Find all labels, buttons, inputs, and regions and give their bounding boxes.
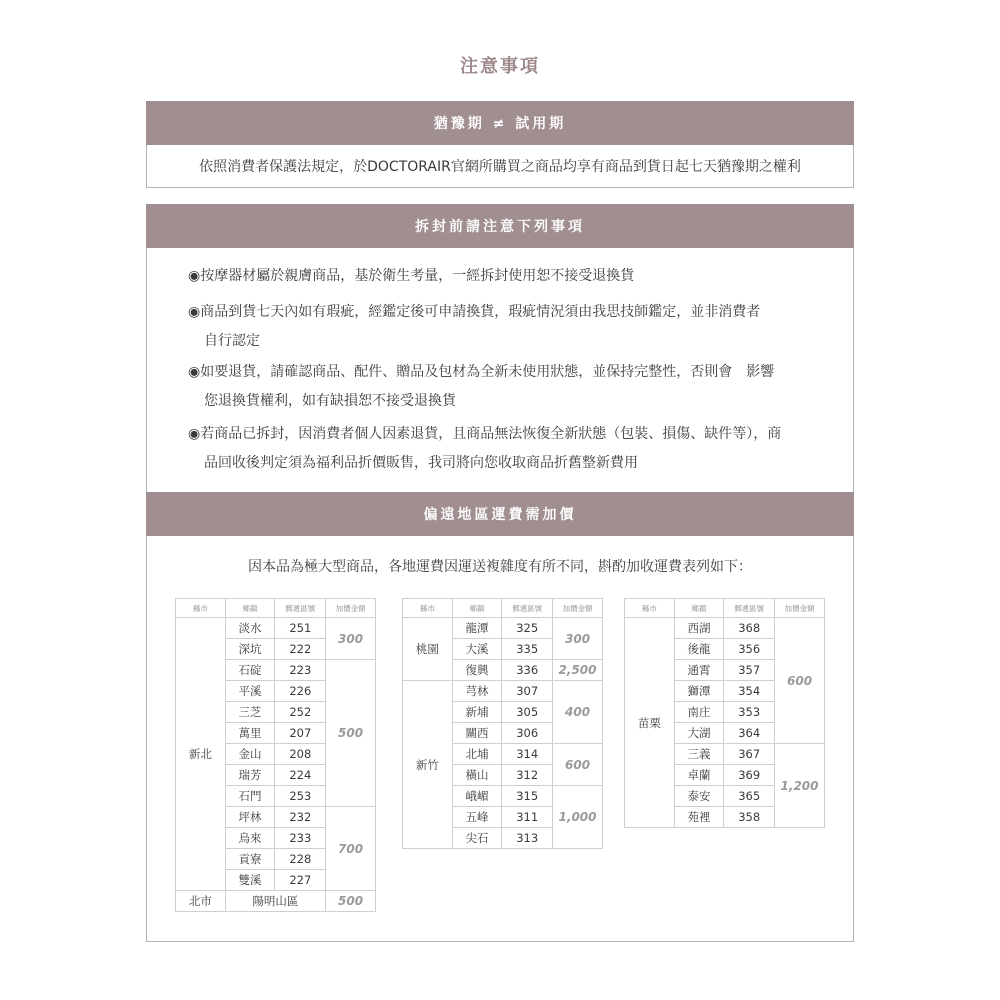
zip-cell: 325 bbox=[502, 618, 553, 639]
table-row bbox=[403, 681, 603, 702]
zip-cell: 252 bbox=[275, 702, 326, 723]
zip-cell: 232 bbox=[275, 807, 326, 828]
zip-cell: 233 bbox=[275, 828, 326, 849]
town-cell: 橫山 bbox=[452, 765, 502, 786]
zip-cell: 306 bbox=[502, 723, 553, 744]
bullet-icon: ◉ bbox=[188, 364, 201, 380]
fee-cell: 700 bbox=[326, 807, 376, 891]
zip-cell: 336 bbox=[502, 660, 553, 681]
fee-table-central bbox=[402, 598, 603, 849]
col-header-zip: 郵遞區號 bbox=[724, 599, 775, 618]
col-header-town: 鄉鎮 bbox=[674, 599, 724, 618]
zip-cell: 315 bbox=[502, 786, 553, 807]
town-cell: 泰安 bbox=[674, 786, 724, 807]
zip-cell: 251 bbox=[275, 618, 326, 639]
town-cell: 苑裡 bbox=[674, 807, 724, 828]
section-header-before-unpacking: 拆封前請注意下列事項 bbox=[146, 204, 854, 248]
town-cell: 貢寮 bbox=[225, 849, 275, 870]
fee-cell: 600 bbox=[553, 744, 603, 786]
zip-cell: 354 bbox=[724, 681, 775, 702]
town-cell: 芎林 bbox=[452, 681, 502, 702]
town-cell: 尖石 bbox=[452, 828, 502, 849]
zip-cell: 313 bbox=[502, 828, 553, 849]
zip-cell: 311 bbox=[502, 807, 553, 828]
town-cell: 淡水 bbox=[225, 618, 275, 639]
county-cell: 北市 bbox=[176, 891, 226, 912]
note-text: 按摩器材屬於親膚商品，基於衛生考量，一經拆封使用恕不接受退換貨 bbox=[200, 268, 635, 284]
section-header-cooling-off: 猶豫期 ≠ 試用期 bbox=[146, 101, 854, 145]
note-text-cont: 品回收後判定須為福利品折價販售，我司將向您收取商品折舊整新費用 bbox=[204, 455, 638, 471]
fee-cell: 400 bbox=[553, 681, 603, 744]
col-header-county: 縣市 bbox=[625, 599, 675, 618]
town-cell: 後龍 bbox=[674, 639, 724, 660]
note-text: 若商品已拆封，因消費者個人因素退貨，且商品無法恢復全新狀態（包裝、損傷、缺件等），商 bbox=[200, 426, 782, 442]
town-cell: 平溪 bbox=[225, 681, 275, 702]
col-header-zip: 郵遞區號 bbox=[275, 599, 326, 618]
fee-cell: 500 bbox=[326, 891, 376, 912]
table-row bbox=[625, 618, 825, 639]
town-cell: 三芝 bbox=[225, 702, 275, 723]
fee-cell: 2,500 bbox=[553, 660, 603, 681]
town-cell: 峨嵋 bbox=[452, 786, 502, 807]
zip-cell: 356 bbox=[724, 639, 775, 660]
note-text-cont: 您退換貨權利，如有缺損恕不接受退換貨 bbox=[204, 393, 456, 409]
zip-cell: 368 bbox=[724, 618, 775, 639]
town-cell: 瑞芳 bbox=[225, 765, 275, 786]
zip-cell: 227 bbox=[275, 870, 326, 891]
fee-cell: 1,200 bbox=[775, 744, 825, 828]
fee-cell: 300 bbox=[326, 618, 376, 660]
col-header-fee: 加價金額 bbox=[775, 599, 825, 618]
town-cell: 雙溪 bbox=[225, 870, 275, 891]
fee-table-north bbox=[175, 598, 376, 912]
zip-cell: 222 bbox=[275, 639, 326, 660]
zip-cell: 226 bbox=[275, 681, 326, 702]
note-text-cont: 自行認定 bbox=[204, 333, 260, 349]
town-cell: 新埔 bbox=[452, 702, 502, 723]
zip-cell: 365 bbox=[724, 786, 775, 807]
col-header-county: 縣市 bbox=[176, 599, 226, 618]
note-item bbox=[188, 358, 828, 416]
zip-cell: 357 bbox=[724, 660, 775, 681]
zip-cell: 228 bbox=[275, 849, 326, 870]
town-cell: 石門 bbox=[225, 786, 275, 807]
town-cell: 西湖 bbox=[674, 618, 724, 639]
town-cell: 深坑 bbox=[225, 639, 275, 660]
county-cell: 桃園 bbox=[403, 618, 453, 681]
col-header-town: 鄉鎮 bbox=[452, 599, 502, 618]
town-cell: 金山 bbox=[225, 744, 275, 765]
zip-cell: 224 bbox=[275, 765, 326, 786]
col-header-fee: 加價金額 bbox=[326, 599, 376, 618]
zip-cell: 312 bbox=[502, 765, 553, 786]
table-row bbox=[403, 618, 603, 639]
note-text: 如要退貨，請確認商品、配件、贈品及包材為全新未使用狀態，並保持完整性，否則會 影響 bbox=[200, 364, 775, 380]
county-cell: 新北 bbox=[176, 618, 226, 891]
town-cell: 五峰 bbox=[452, 807, 502, 828]
town-cell: 關西 bbox=[452, 723, 502, 744]
town-cell: 陽明山區 bbox=[225, 891, 325, 912]
town-cell: 三義 bbox=[674, 744, 724, 765]
zip-cell: 223 bbox=[275, 660, 326, 681]
zip-cell: 305 bbox=[502, 702, 553, 723]
zip-cell: 358 bbox=[724, 807, 775, 828]
town-cell: 烏來 bbox=[225, 828, 275, 849]
bullet-icon: ◉ bbox=[188, 304, 201, 320]
zip-cell: 353 bbox=[724, 702, 775, 723]
zip-cell: 207 bbox=[275, 723, 326, 744]
note-text: 商品到貨七天內如有瑕疵，經鑑定後可申請換貨，瑕疵情況須由我思技師鑑定，並非消費者 bbox=[200, 304, 761, 320]
bullet-icon: ◉ bbox=[188, 426, 201, 442]
town-cell: 北埔 bbox=[452, 744, 502, 765]
zip-cell: 369 bbox=[724, 765, 775, 786]
town-cell: 通霄 bbox=[674, 660, 724, 681]
zip-cell: 208 bbox=[275, 744, 326, 765]
fee-table-miaoli bbox=[624, 598, 825, 828]
county-cell: 新竹 bbox=[403, 681, 453, 849]
town-cell: 坪林 bbox=[225, 807, 275, 828]
page-title: 注意事項 bbox=[460, 56, 540, 77]
zip-cell: 253 bbox=[275, 786, 326, 807]
bullet-icon: ◉ bbox=[188, 268, 201, 284]
zip-cell: 367 bbox=[724, 744, 775, 765]
note-item bbox=[188, 298, 828, 356]
town-cell: 獅潭 bbox=[674, 681, 724, 702]
town-cell: 南庄 bbox=[674, 702, 724, 723]
zip-cell: 364 bbox=[724, 723, 775, 744]
table-row bbox=[176, 618, 376, 639]
town-cell: 卓蘭 bbox=[674, 765, 724, 786]
zip-cell: 307 bbox=[502, 681, 553, 702]
town-cell: 龍潭 bbox=[452, 618, 502, 639]
zip-cell: 314 bbox=[502, 744, 553, 765]
zip-cell: 335 bbox=[502, 639, 553, 660]
town-cell: 萬里 bbox=[225, 723, 275, 744]
col-header-county: 縣市 bbox=[403, 599, 453, 618]
town-cell: 復興 bbox=[452, 660, 502, 681]
note-item bbox=[188, 262, 828, 291]
cooling-off-text: 依照消費者保護法規定，於DOCTORAIR官網所購買之商品均享有商品到貨日起七天猶豫期之權利 bbox=[199, 159, 801, 175]
col-header-zip: 郵遞區號 bbox=[502, 599, 553, 618]
fee-cell: 600 bbox=[775, 618, 825, 744]
county-cell: 苗栗 bbox=[625, 618, 675, 828]
town-cell: 大溪 bbox=[452, 639, 502, 660]
table-row bbox=[176, 891, 376, 912]
town-cell: 大湖 bbox=[674, 723, 724, 744]
fee-intro-text: 因本品為極大型商品，各地運費因運送複雜度有所不同，斟酌加收運費表列如下： bbox=[248, 559, 752, 575]
col-header-town: 鄉鎮 bbox=[225, 599, 275, 618]
fee-cell: 300 bbox=[553, 618, 603, 660]
town-cell: 石碇 bbox=[225, 660, 275, 681]
col-header-fee: 加價金額 bbox=[553, 599, 603, 618]
section-header-remote-area-fee: 偏遠地區運費需加價 bbox=[146, 492, 854, 536]
fee-cell: 500 bbox=[326, 660, 376, 807]
note-item bbox=[188, 420, 828, 478]
fee-cell: 1,000 bbox=[553, 786, 603, 849]
